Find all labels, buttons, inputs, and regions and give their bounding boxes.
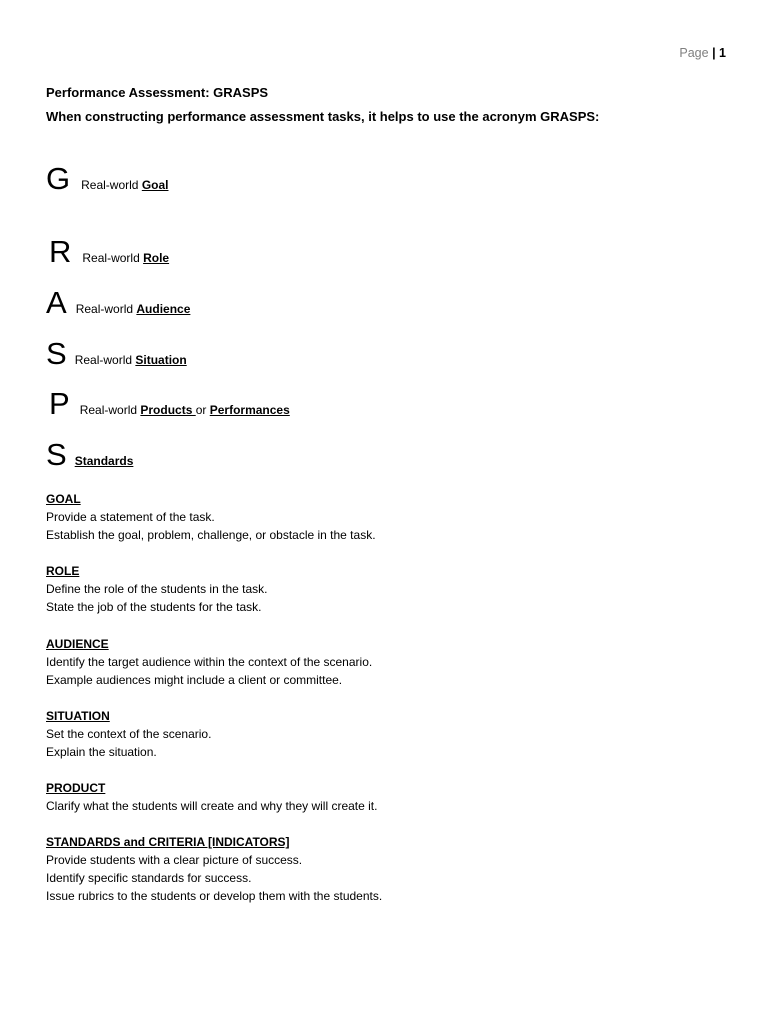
section-heading: PRODUCT — [46, 781, 106, 795]
acronym-keyword: Situation — [135, 353, 187, 367]
section-line: Establish the goal, problem, challenge, or obstacle in the task. — [46, 528, 376, 542]
acronym-row-products — [46, 388, 290, 419]
acronym-letter: G — [46, 161, 71, 196]
acronym-description — [82, 251, 169, 265]
section-audience — [46, 635, 372, 689]
page-number-value: 1 — [719, 46, 726, 60]
section-line: Provide a statement of the task. — [46, 510, 215, 524]
section-line: Issue rubrics to the students or develop them with the students. — [46, 889, 383, 903]
page-separator: | — [712, 46, 716, 60]
acronym-row-situation — [46, 338, 187, 369]
acronym-keyword: Role — [143, 251, 170, 265]
document-title: Performance Assessment: GRASPS — [46, 85, 269, 100]
acronym-description — [76, 302, 191, 316]
acronym-keyword: Standards — [74, 454, 134, 468]
acronym-letter: A — [46, 285, 67, 320]
acronym-description — [81, 178, 168, 192]
section-line: Set the context of the scenario. — [46, 727, 212, 741]
section-heading: SITUATION — [46, 709, 110, 723]
acronym-letter: R — [49, 234, 72, 269]
section-standards — [46, 833, 382, 905]
section-product — [46, 779, 377, 815]
section-line: Define the role of the students in the task. — [46, 582, 268, 596]
acronym-keyword: Goal — [141, 178, 169, 192]
section-line: State the job of the students for the task. — [46, 600, 262, 614]
section-line: Identify the target audience within the context of the scenario. — [46, 655, 373, 669]
acronym-letter: S — [46, 437, 67, 472]
section-heading: ROLE — [46, 564, 80, 578]
acronym-prefix: Real-world — [79, 403, 141, 417]
section-role — [46, 562, 267, 616]
section-line: Example audiences might include a client or committee. — [46, 673, 343, 687]
acronym-keyword: Audience — [136, 302, 191, 316]
acronym-row-audience — [46, 287, 190, 318]
acronym-row-standards — [46, 439, 133, 470]
section-line: Identify specific standards for success. — [46, 871, 252, 885]
acronym-prefix: Real-world — [75, 302, 137, 316]
section-line: Clarify what the students will create and why they will create it. — [46, 799, 378, 813]
acronym-description — [80, 403, 290, 417]
acronym-letter: P — [49, 386, 70, 421]
section-goal — [46, 490, 376, 544]
section-line: Explain the situation. — [46, 745, 157, 759]
section-situation — [46, 707, 211, 761]
section-heading: STANDARDS and CRITERIA [INDICATORS] — [46, 835, 290, 849]
acronym-row-goal — [46, 163, 168, 194]
acronym-description — [75, 353, 187, 367]
acronym-prefix: Real-world — [82, 251, 144, 265]
acronym-prefix: Real-world — [74, 353, 136, 367]
acronym-connector: or — [195, 403, 210, 417]
acronym-description — [75, 454, 134, 468]
acronym-letter: S — [46, 336, 67, 371]
acronym-keyword-2: Performances — [209, 403, 290, 417]
intro-text: When constructing performance assessment tasks, it helps to use the acronym GRASPS: — [46, 109, 600, 124]
section-heading: GOAL — [46, 492, 81, 506]
section-line: Provide students with a clear picture of success. — [46, 853, 303, 867]
acronym-row-role — [46, 236, 169, 267]
section-heading: AUDIENCE — [46, 637, 109, 651]
acronym-keyword: Products — [140, 403, 196, 417]
page-number — [679, 46, 726, 60]
acronym-prefix: Real-world — [81, 178, 142, 192]
page-label: Page — [679, 46, 709, 60]
